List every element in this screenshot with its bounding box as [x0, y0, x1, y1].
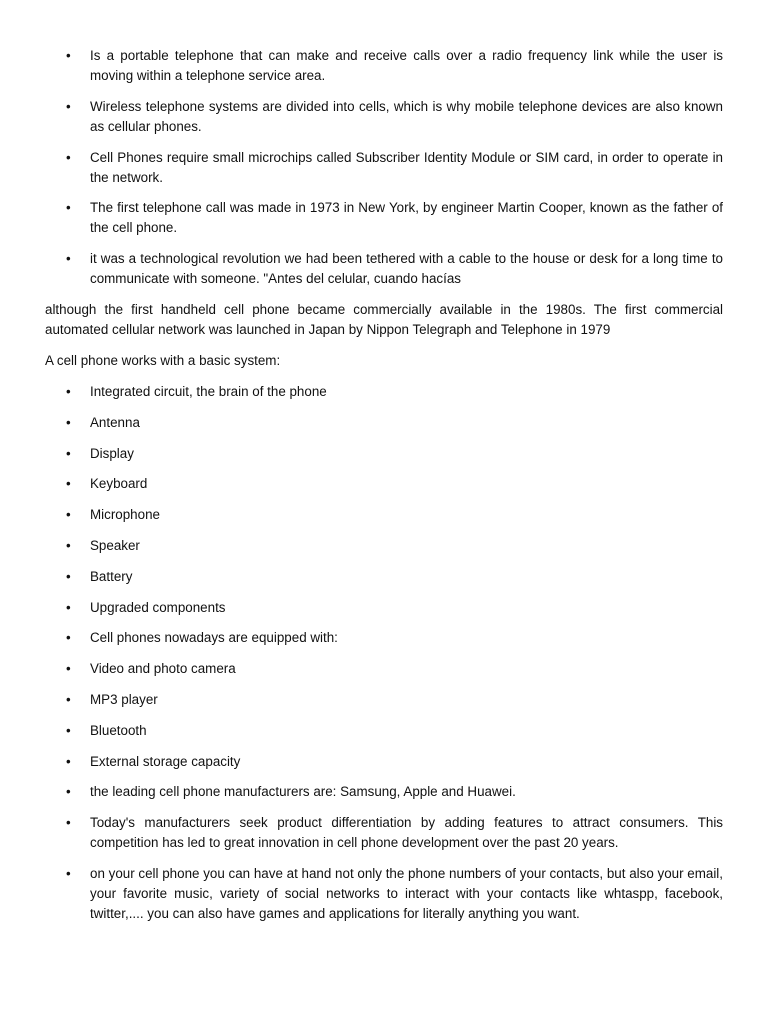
- bullet-icon: •: [66, 537, 71, 553]
- list-item-text: it was a technological revolution we had been tethered with a cable to the house or desk for a long time to communicate with someone. "Antes del celular, cuando hacías: [90, 251, 723, 287]
- list-item-text: Integrated circuit, the brain of the phone: [90, 383, 327, 399]
- list-item: [45, 536, 723, 556]
- list-item: [45, 659, 723, 679]
- bullet-icon: •: [66, 630, 71, 646]
- list-item: [45, 444, 723, 464]
- list-item: [45, 97, 723, 137]
- list-item: [45, 721, 723, 741]
- bullet-icon: •: [66, 98, 71, 114]
- list-item: [45, 782, 723, 802]
- list-item-text: External storage capacity: [90, 753, 241, 769]
- list-item-text: Today's manufacturers seek product differentiation by adding features to attract consumers. This competition has led to great innovation in cell phone development over the past 20 years.: [90, 815, 723, 851]
- list-item: [45, 690, 723, 710]
- list-item: [45, 505, 723, 525]
- bullet-icon: •: [66, 48, 71, 63]
- list-item: [45, 813, 723, 853]
- bullet-icon: •: [66, 251, 71, 267]
- list-item-text: Battery: [90, 568, 133, 584]
- bullet-icon: •: [66, 445, 71, 461]
- list-item: [45, 598, 723, 618]
- list-item: [45, 864, 723, 924]
- list-item: [45, 148, 723, 188]
- bullet-icon: •: [66, 722, 71, 738]
- bullet-icon: •: [66, 753, 71, 769]
- bullet-icon: •: [66, 200, 71, 216]
- intro-bullet-list: [45, 46, 723, 289]
- bullet-icon: •: [66, 815, 71, 831]
- list-item-text: the leading cell phone manufacturers are: Samsung, Apple and Huawei.: [90, 784, 516, 800]
- bullet-icon: •: [66, 383, 71, 399]
- bullet-icon: •: [66, 599, 71, 615]
- list-item: [45, 46, 723, 86]
- bullet-icon: •: [66, 149, 71, 165]
- list-item: [45, 413, 723, 433]
- list-item-text: Antenna: [90, 414, 140, 430]
- bullet-icon: •: [66, 865, 71, 881]
- list-item-text: Bluetooth: [90, 722, 147, 738]
- list-item-text: Microphone: [90, 507, 160, 523]
- bullet-icon: •: [66, 661, 71, 677]
- list-item: [45, 198, 723, 238]
- bullet-icon: •: [66, 414, 71, 430]
- list-item-text: MP3 player: [90, 691, 158, 707]
- bullet-icon: •: [66, 568, 71, 584]
- list-item-text: Upgraded components: [90, 599, 226, 615]
- list-item-text: Wireless telephone systems are divided into cells, which is why mobile telephone devices are also known as cellular phones.: [90, 98, 723, 134]
- list-item: [45, 474, 723, 494]
- history-paragraph: although the first handheld cell phone became commercially available in the 1980s. The first commercial automated cellular network was launched in Japan by Nippon Telegraph and Telephone in 1979: [45, 301, 723, 337]
- list-item: [45, 628, 723, 648]
- list-item-text: on your cell phone you can have at hand not only the phone numbers of your contacts, but also your email, your favorite music, variety of social networks to interact with your contacts like whtaspp, facebook, twitter,.... you can also have games and applications for literally anything you want.: [90, 865, 723, 921]
- list-item-text: Video and photo camera: [90, 661, 236, 677]
- list-item-text: Keyboard: [90, 476, 148, 492]
- bullet-icon: •: [66, 476, 71, 492]
- bullet-icon: •: [66, 691, 71, 707]
- list-item: [45, 249, 723, 289]
- list-item-text: Is a portable telephone that can make and receive calls over a radio frequency link while the user is moving within a telephone service area.: [90, 48, 723, 83]
- system-bullet-list: [45, 382, 723, 924]
- list-item-text: Display: [90, 445, 134, 461]
- system-intro-paragraph: A cell phone works with a basic system:: [45, 352, 281, 368]
- bullet-icon: •: [66, 784, 71, 800]
- list-item-text: The first telephone call was made in 1973 in New York, by engineer Martin Cooper, known as the father of the cell phone.: [90, 200, 723, 236]
- bullet-icon: •: [66, 507, 71, 523]
- list-item-text: Cell phones nowadays are equipped with:: [90, 630, 338, 646]
- list-item-text: Cell Phones require small microchips called Subscriber Identity Module or SIM card, in order to operate in the network.: [90, 149, 723, 185]
- list-item: [45, 382, 723, 402]
- list-item: [45, 752, 723, 772]
- list-item: [45, 567, 723, 587]
- list-item-text: Speaker: [90, 537, 140, 553]
